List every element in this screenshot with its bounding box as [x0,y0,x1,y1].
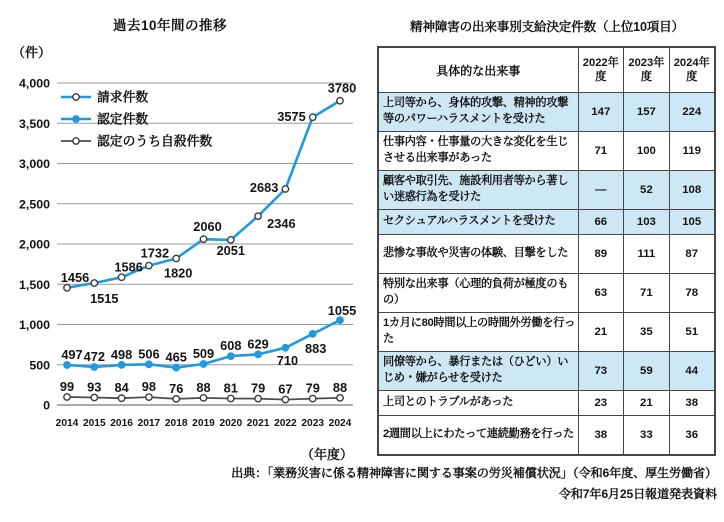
svg-text:465: 465 [165,349,187,365]
svg-text:2,000: 2,000 [18,237,50,252]
col-header-2024: 2024年度 [669,47,715,93]
svg-text:2051: 2051 [216,242,246,258]
svg-text:1456: 1456 [60,269,90,285]
source-note [0,463,717,506]
table-row [378,132,715,171]
table-row [378,352,715,391]
table-row [378,313,715,352]
svg-text:710: 710 [276,352,299,368]
table-row [378,391,715,416]
value-2022: 89 [578,235,624,274]
event-label: 上司とのトラブルがあった [378,391,578,416]
value-2022: 147 [578,93,624,132]
table-row [378,274,715,313]
svg-text:497: 497 [61,347,83,362]
svg-text:2683: 2683 [249,180,279,195]
svg-text:3780: 3780 [327,80,357,96]
table-row [378,93,715,132]
svg-text:2019: 2019 [192,418,215,429]
event-label: 悲惨な事故や災害の体験、目撃をした [378,235,578,274]
svg-text:2021: 2021 [246,418,270,429]
event-label: 1カ月に80時間以上の時間外労働を行った [378,313,578,352]
table-row [378,235,715,274]
table-row [378,171,715,210]
svg-text:67: 67 [278,381,293,397]
events-table-section [377,16,717,456]
svg-text:472: 472 [83,349,105,364]
event-label: 2週間以上にわたって連続勤務を行った [378,416,578,455]
svg-text:2024: 2024 [328,418,352,429]
event-label: 上司等から、身体的攻撃、精神的攻撃等のパワーハラスメントを受けた [378,93,578,132]
value-2023: 33 [624,416,670,455]
col-header-2022: 2022年度 [578,47,624,93]
table-header-row [378,47,715,93]
value-2022: 23 [578,391,624,416]
value-2022: 63 [578,274,624,313]
svg-text:2346: 2346 [267,216,296,232]
value-2022: 21 [578,313,624,352]
value-2023: 100 [624,132,670,171]
svg-text:93: 93 [87,379,102,395]
y-axis-unit-label: （件） [12,45,52,60]
svg-text:498: 498 [110,346,133,362]
svg-text:2,500: 2,500 [18,197,50,212]
value-2024: 87 [669,235,715,274]
svg-text:3575: 3575 [277,109,306,125]
svg-text:81: 81 [223,380,238,396]
value-2023: 52 [624,171,670,210]
svg-text:1515: 1515 [90,291,119,306]
value-2024: 105 [669,210,715,235]
value-2024: 224 [669,93,715,132]
value-2024: 38 [669,391,715,416]
value-2024: 119 [669,132,715,171]
value-2023: 103 [624,210,670,235]
value-2022: 38 [578,416,624,455]
value-2023: 35 [624,313,670,352]
svg-text:2022: 2022 [274,418,297,429]
svg-text:2015: 2015 [82,418,106,429]
svg-text:1,500: 1,500 [18,277,50,292]
value-2024: 108 [669,171,715,210]
svg-text:500: 500 [29,358,50,373]
chart-title: 過去10年間の推移 [112,18,228,33]
events-table [377,46,716,456]
svg-text:84: 84 [114,380,129,396]
svg-text:88: 88 [196,379,211,395]
svg-text:2014: 2014 [55,418,79,429]
event-label: セクシュアルハラスメントを受けた [378,210,578,235]
svg-text:2020: 2020 [219,418,243,429]
svg-text:1820: 1820 [163,265,193,281]
value-2023: 71 [624,274,670,313]
source-line-1: 出典：「業務災害に係る精神障害に関する事案の労災補償状況」（令和6年度、厚生労働省） [231,466,717,480]
table-title: 精神障害の出来事別支給決定件数（上位10項目） [410,20,684,34]
col-header-2023: 2023年度 [624,47,670,93]
value-2024: 78 [669,274,715,313]
event-label: 同僚等から、暴行または（ひどい）いじめ・嫌がらせを受けた [378,352,578,391]
value-2024: 44 [669,352,715,391]
svg-text:629: 629 [247,336,269,352]
event-label: 仕事内容・仕事量の大きな変化を生じさせる出来事があった [378,132,578,171]
value-2022: 73 [578,352,624,391]
svg-text:認定のうち自殺件数: 認定のうち自殺件数 [97,133,213,149]
svg-text:883: 883 [305,340,327,356]
svg-text:3,000: 3,000 [18,157,50,171]
value-2022: ― [578,171,624,210]
svg-text:4,000: 4,000 [18,76,50,91]
svg-text:2060: 2060 [193,219,222,235]
value-2024: 36 [669,416,715,455]
svg-text:請求件数: 請求件数 [97,89,149,105]
value-2023: 111 [624,235,670,274]
event-label: 顧客や取引先、施設利用者等から著しい迷惑行為を受けた [378,171,578,210]
svg-text:3,500: 3,500 [18,116,50,131]
svg-text:2017: 2017 [137,418,161,429]
svg-text:98: 98 [141,379,157,395]
svg-text:2016: 2016 [110,418,133,429]
svg-text:1732: 1732 [140,245,170,261]
svg-text:0: 0 [43,398,50,413]
table-row [378,416,715,455]
svg-text:認定件数: 認定件数 [97,111,149,127]
x-axis-unit-label: （年度） [300,447,353,462]
svg-text:76: 76 [169,380,184,396]
value-2022: 71 [578,132,624,171]
svg-text:1586: 1586 [114,259,143,275]
event-label: 特別な出来事（心理的負荷が極度のもの） [378,274,578,313]
svg-text:79: 79 [250,380,266,396]
svg-text:608: 608 [220,338,242,354]
svg-text:506: 506 [138,346,160,362]
svg-text:1055: 1055 [327,303,357,319]
source-line-2: 令和7年6月25日報道発表資料 [558,487,717,502]
value-2022: 66 [578,210,624,235]
svg-text:509: 509 [192,346,215,361]
col-header-event: 具体的な出来事 [378,47,578,93]
svg-text:99: 99 [59,379,75,394]
svg-text:2018: 2018 [164,418,188,429]
value-2023: 157 [624,93,670,132]
value-2023: 21 [624,391,670,416]
svg-text:88: 88 [332,379,348,395]
value-2023: 59 [624,352,670,391]
table-row [378,210,715,235]
value-2024: 51 [669,313,715,352]
trend-line-chart [0,40,370,470]
svg-text:1,000: 1,000 [18,318,50,332]
svg-text:79: 79 [305,380,320,396]
svg-text:2023: 2023 [301,418,325,429]
